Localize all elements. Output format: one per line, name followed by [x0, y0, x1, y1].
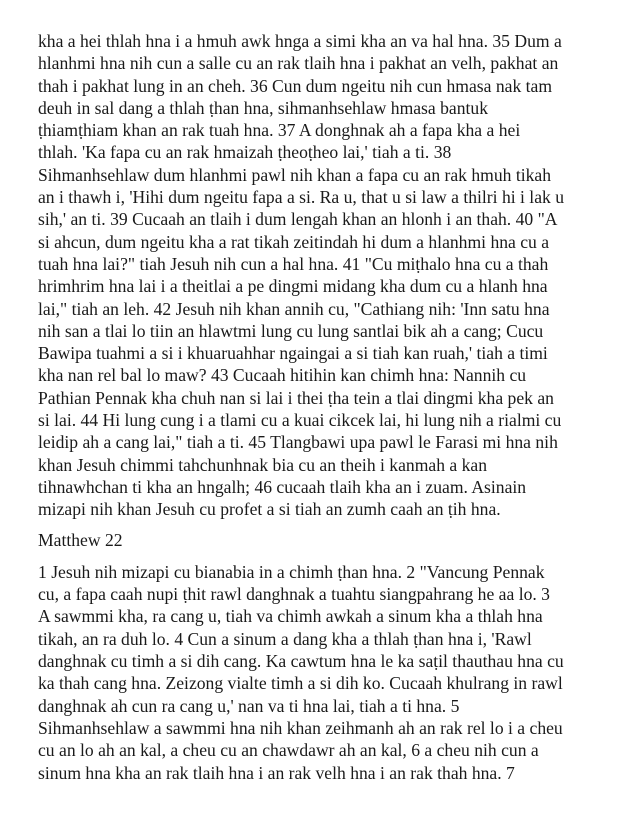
text-line: nih san a tlai lo tiin an hlawtmi lung cu lung santlai bik ah a cang; Cucu	[38, 320, 544, 341]
text-line: Sihmanhsehlaw dum hlanhmi pawl nih khan a fapa cu an rak hmuh tikah	[38, 164, 552, 185]
text-line: thlah. 'Ka fapa cu an rak hmaizah ṭheoṭheo lai,' tiah a ti. 38	[38, 142, 452, 163]
text-line: sinum hna kha an rak tlaih hna i an rak velh hna i an rak thah hna. 7	[38, 762, 515, 783]
text-line: si lai. 44 Hi lung cung i a tlami cu a kuai cikcek lai, hi lung nih a rialmi cu	[38, 410, 562, 431]
text-line: an i thawh i, 'Hihi dum ngeitu fapa a si. Ra u, that u si law a thilri hi i lak u	[38, 187, 564, 208]
text-line: mizapi nih khan Jesuh cu profet a si tiah an zumh caah an ṭih hna.	[38, 499, 501, 520]
text-line: lai," tiah an leh. 42 Jesuh nih khan annih cu, "Cathiang nih: 'Inn satu hna	[38, 298, 550, 319]
text-line: hlanhmi hna nih cun a salle cu an rak tlaih hna i pakhat an velh, pakhat an	[38, 53, 559, 74]
text-line: danghnak cu timh a si dih cang. Ka cawtum hna le ka saṭil thauthau hna cu	[38, 651, 564, 672]
text-line: kha a hei thlah hna i a hmuh awk hnga a simi kha an va hal hna. 35 Dum a	[38, 31, 562, 51]
text-line: sih,' an ti. 39 Cucaah an tlaih i dum lengah khan an hlonh i an thah. 40 "A	[38, 209, 558, 230]
text-line: Pathian Pennak kha chuh nan si lai i thei ṭha tein a tlai dingmi kha pek an	[38, 387, 554, 408]
text-line: tihnawhchan ti kha an hngalh; 46 cucaah tlaih kha an i zuam. Asinain	[38, 476, 527, 497]
text-line: 1 Jesuh nih mizapi cu bianabia in a chimh ṭhan hna. 2 "Vancung Pennak	[38, 561, 545, 582]
text-line: cu an lo ah an kal, a cheu cu an chawdawr ah an kal, 6 a cheu nih cun a	[38, 740, 539, 761]
chapter-heading: Matthew 22	[38, 529, 123, 550]
text-line: thah i pakhat lung in an cheh. 36 Cun dum ngeitu nih cun hmasa nak tam	[38, 75, 553, 96]
text-line: ṭhiamṭhiam khan an rak tuah hna. 37 A donghnak ah a fapa kha a hei	[38, 120, 521, 141]
text-line: cu, a fapa caah nupi ṭhit rawl danghnak a tuahtu siangpahrang he aa lo. 3	[38, 584, 550, 605]
text-line: tuah hna lai?" tiah Jesuh nih cun a hal hna. 41 "Cu miṭhalo hna cu a thah	[38, 253, 549, 274]
text-line: A sawmmi kha, ra cang u, tiah va chimh awkah a sinum kha a thlah hna	[38, 606, 543, 627]
text-line: danghnak ah cun ra cang u,' nan va ti hna lai, tiah a ti hna. 5	[38, 695, 460, 716]
text-line: Bawipa tuahmi a si i khuaruahhar ngaingai a si tiah kan ruah,' tiah a timi	[38, 343, 548, 364]
paragraph-matthew-21-end	[38, 30, 604, 521]
text-line: ka thah cang hna. Zeizong vialte timh a si dih ko. Cucaah khulrang in rawl	[38, 673, 563, 694]
document-page	[38, 30, 604, 784]
text-line: deuh in sal dang a thlah ṭhan hna, sihmanhsehlaw hmasa bantuk	[38, 97, 488, 118]
text-line: si ahcun, dum ngeitu kha a rat tikah zeitindah hi dum a hlanhmi hna cu a	[38, 231, 550, 252]
text-line: leidip ah a cang lai," tiah a ti. 45 Tlangbawi upa pawl le Farasi mi hna nih	[38, 432, 558, 453]
text-line: khan Jesuh chimmi tahchunhnak bia cu an theih i kanmah a kan	[38, 454, 488, 475]
text-line: tikah, an ra duh lo. 4 Cun a sinum a dang kha a thlah ṭhan hna i, 'Rawl	[38, 628, 532, 649]
text-line: hrimhrim hna lai i a theitlai a pe dingmi midang kha dum cu a hlanh hna	[38, 276, 548, 297]
text-line: kha nan rel bal lo maw? 43 Cucaah hitihin kan chimh hna: Nannih cu	[38, 365, 527, 386]
paragraph-matthew-22	[38, 561, 604, 784]
text-line: Sihmanhsehlaw a sawmmi hna nih khan zeihmanh ah an rak rel lo i a cheu	[38, 717, 563, 738]
